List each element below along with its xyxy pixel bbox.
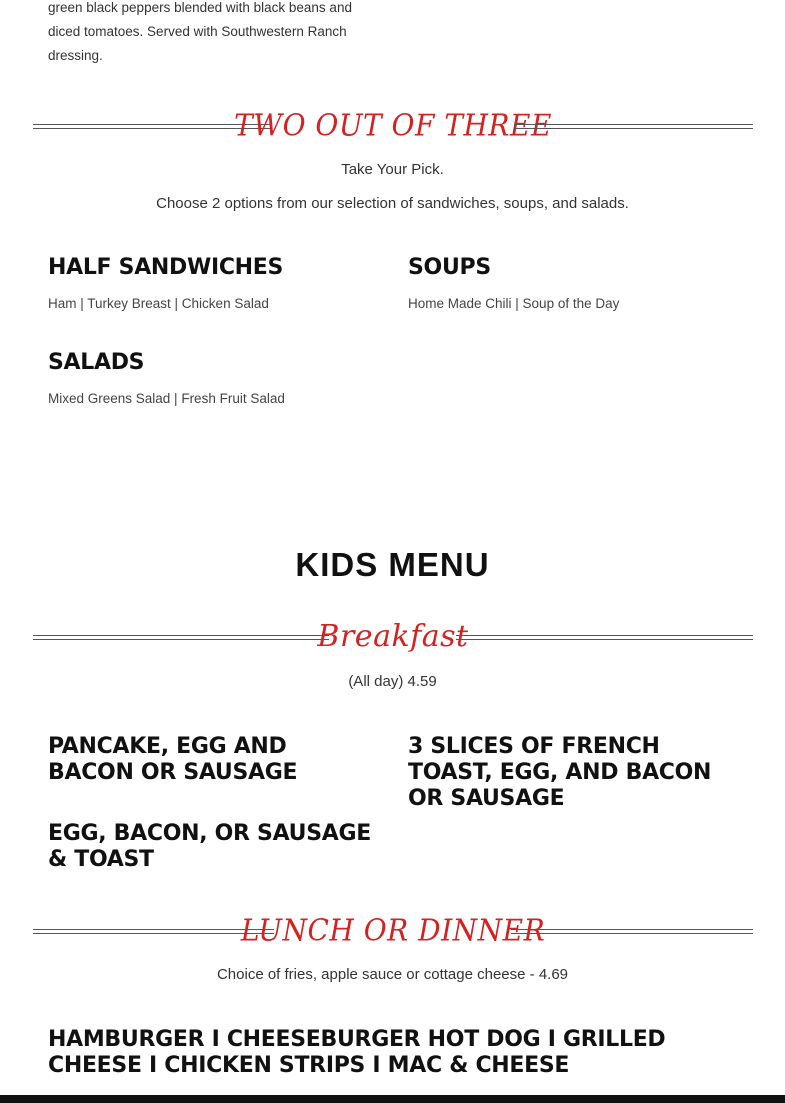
menu-item-title: HAMBURGER I CHEESEBURGER HOT DOG I GRILLED CHEESE I CHICKEN STRIPS I MAC & CHEESE <box>48 1027 666 1078</box>
category-half-sandwiches <box>48 255 378 311</box>
menu-item <box>408 734 738 812</box>
section-title: LUNCH OR DINNER <box>240 912 546 949</box>
category-items: Home Made Chili | Soup of the Day <box>408 296 620 311</box>
section-subtitle: Take Your Pick. <box>341 161 444 178</box>
menu-item-title: PANCAKE, EGG AND BACON OR SAUSAGE <box>48 734 298 785</box>
divider-line-right <box>456 635 753 640</box>
section-divider-lunch-or-dinner <box>33 911 753 951</box>
kids-menu-heading: KIDS MENU <box>295 546 490 583</box>
section-title: TWO OUT OF THREE <box>234 107 552 144</box>
divider-line-right <box>514 124 753 129</box>
category-salads <box>48 350 378 406</box>
breakfast-price-note: (All day) 4.59 <box>348 673 437 690</box>
menu-item-title: EGG, BACON, OR SAUSAGE & TOAST <box>48 821 371 872</box>
lunch-dinner-price-note: Choice of fries, apple sauce or cottage cheese - 4.69 <box>216 966 569 983</box>
menu-item <box>48 1027 738 1079</box>
section-divider-two-out-of-three <box>33 106 753 146</box>
menu-item-description: green black peppers blended with black beans and diced tomatoes. Served with Southwestern Ranch dressing. <box>48 0 352 63</box>
category-items: Ham | Turkey Breast | Chicken Salad <box>48 296 269 311</box>
menu-item-title: 3 SLICES OF FRENCH TOAST, EGG, AND BACON OR SAUSAGE <box>408 734 712 811</box>
category-title: HALF SANDWICHES <box>48 255 284 280</box>
section-description: Choose 2 options from our selection of sandwiches, soups, and salads. <box>156 195 629 212</box>
section-divider-breakfast <box>33 617 753 657</box>
menu-item <box>48 734 378 786</box>
category-title: SOUPS <box>408 255 491 280</box>
category-items: Mixed Greens Salad | Fresh Fruit Salad <box>48 391 285 406</box>
divider-line-right <box>511 929 753 934</box>
footer-bar <box>0 1095 785 1103</box>
section-title: Breakfast <box>317 619 469 654</box>
menu-item <box>48 821 378 873</box>
category-title: SALADS <box>48 350 145 375</box>
category-soups <box>408 255 738 311</box>
